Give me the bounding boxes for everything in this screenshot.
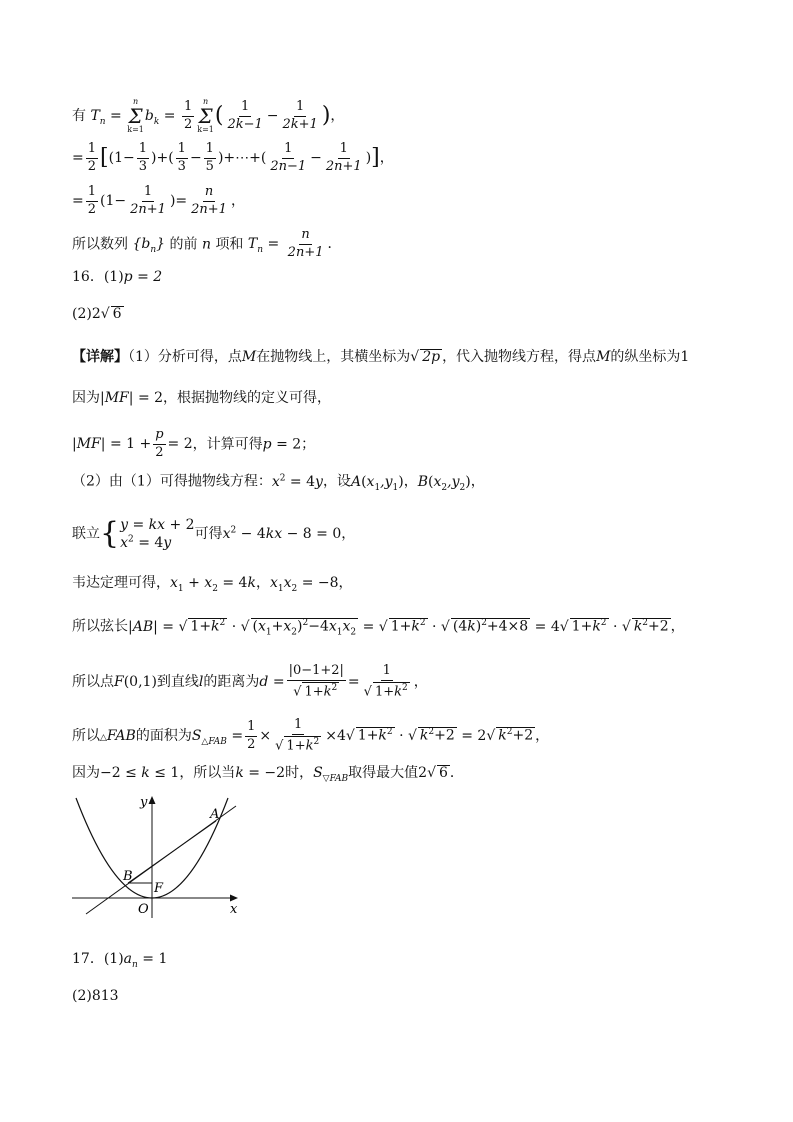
q16-answer-1: 16．(1)p = 2 bbox=[72, 269, 163, 285]
formula-tn-sum: $T_n$ = n Σ k=1 $b_k$ = $\frac{1}{2}$ n Σ k=1 ( $\frac{1}{2k-1}$ − $\frac{1}{2k+1}$ )， bbox=[90, 97, 345, 134]
detail-line-10: 因为−2 ≤ k ≤ 1，所以当k = −2时，$S_{▽FAB}$取得最大值2√ 6 ． bbox=[72, 765, 464, 784]
formula-result: = $\frac{1}{2}$ (1− $\frac{1}{2n+1}$ )= $\frac{n}{2n+1}$ ， bbox=[72, 184, 245, 217]
q17-answer-1: 17．$(1)a_n = 1$ bbox=[72, 951, 168, 970]
detail-line-4: （2）由（1）可得抛物线方程：$x^2 = 4y$，设$A(x_1,y_1)$，$B(x_2,y_2)$， bbox=[72, 473, 485, 493]
label-B: B bbox=[123, 869, 133, 884]
text-you: 有 bbox=[72, 108, 86, 124]
detail-line-7: 所以弦长|AB| = √ $1+k^2$ · √ $(x_1+x_2)^2-4x_1x_2$ = √ $1+k^2$ · √ $(4k)^2+4\times 8 = 4√$ $1+k^2$ · √ $k^2+2$ ， bbox=[72, 618, 685, 638]
label-O: O bbox=[138, 902, 149, 917]
detail-line-3: |MF| = 1 + $\frac{p}{2}$ = 2，计算可得p = 2； bbox=[72, 427, 316, 460]
detail-line-1: 【详解】（1）分析可得，点M在抛物线上，其横坐标为√ 2p ，代入抛物线方程，得点M的纵坐标为1 bbox=[72, 349, 690, 365]
label-F: F bbox=[154, 881, 164, 896]
detail-line-2: 因为|MF| = 2，根据抛物线的定义可得， bbox=[72, 390, 332, 406]
sum-line-1 bbox=[72, 98, 344, 134]
label-x: x bbox=[230, 902, 238, 917]
x-axis-arrow bbox=[230, 895, 238, 902]
sum-conclusion: 所以数列 $\{b_n\}$ 的前 n 项和 $T_n$ = $\frac{n}{2n+1}$ ． bbox=[72, 227, 342, 260]
segment-BA bbox=[128, 821, 216, 883]
detail-line-6: 韦达定理可得，$x_1 + x_2 = 4k$，$x_1x_2 = -8$， bbox=[72, 575, 353, 594]
y-axis-arrow bbox=[149, 796, 156, 804]
formula-telescope: = $\frac{1}{2}$ [(1− $\frac{1}{3}$ )+( $\frac{1}{3}$ − $\frac{1}{5}$ )+⋯+( $\frac{1}{2n-1}$ − $\frac{1}{2n+1}$ )]， bbox=[72, 141, 394, 174]
detail-line-8: 所以点F(0,1)到直线l的距离为d = $\frac{|0-1+2|}{√ 1+k^2}$ = $\frac{1}{√ 1+k^2}$ ， bbox=[72, 663, 428, 700]
sum-line-2 bbox=[72, 142, 394, 175]
parabola-graph bbox=[68, 793, 248, 923]
label-A: A bbox=[210, 807, 220, 822]
q16-answer-2: (2)2√ 6 bbox=[72, 306, 122, 322]
detail-line-5: 联立 { y = kx + 2 $x^2 = 4y$ 可得$x^2 - 4kx - 8 = 0$， bbox=[72, 516, 356, 552]
sum-line-3 bbox=[72, 185, 245, 218]
detail-line-9: 所以△FAB的面积为$S_{\triangle FAB}$ = $\frac{1}{2}$ × $\frac{1}{√ 1+k^2}$ ×4√ $1+k^2$ · √ $k^2+2 = 2√$ $k^2+2$ ， bbox=[72, 717, 550, 754]
q17-answer-2: (2)813 bbox=[72, 988, 119, 1004]
label-y: y bbox=[140, 795, 148, 810]
